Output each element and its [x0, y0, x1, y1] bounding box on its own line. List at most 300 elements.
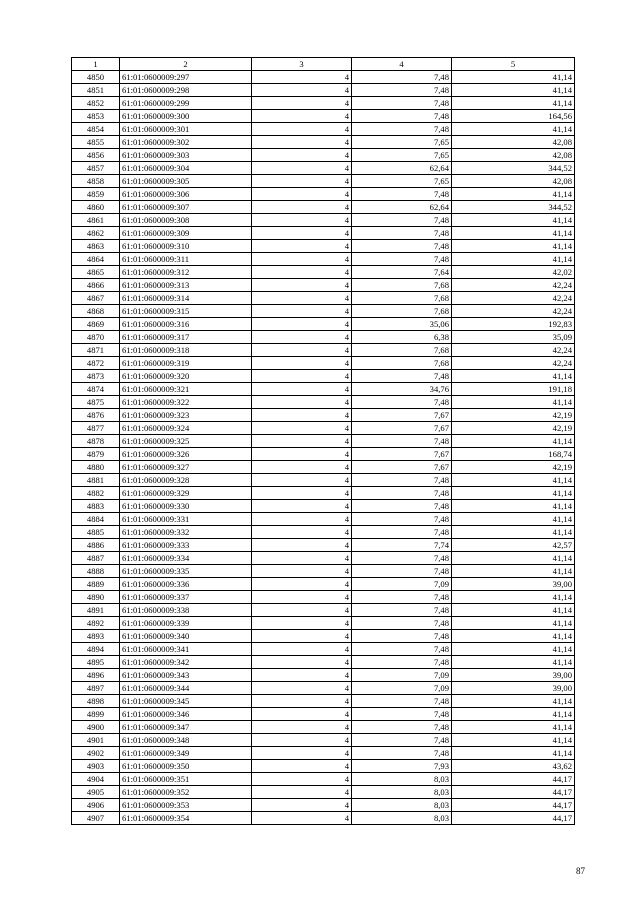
column-header-2: 2: [120, 58, 252, 71]
row-number-cell: 4857: [72, 162, 120, 175]
column-4-cell: 7,68: [352, 292, 452, 305]
column-4-cell: 7,48: [352, 630, 452, 643]
table-row: [72, 357, 575, 370]
table-row: [72, 500, 575, 513]
column-5-cell: 41,14: [452, 552, 575, 565]
column-5-cell: 42,24: [452, 279, 575, 292]
column-5-cell: 191,18: [452, 383, 575, 396]
cadastral-number-cell: 61:01:0600009:305: [120, 175, 252, 188]
table-row: [72, 747, 575, 760]
row-number-cell: 4864: [72, 253, 120, 266]
cadastral-number-cell: 61:01:0600009:328: [120, 474, 252, 487]
cadastral-number-cell: 61:01:0600009:327: [120, 461, 252, 474]
column-4-cell: 7,67: [352, 422, 452, 435]
column-5-cell: 41,14: [452, 370, 575, 383]
column-5-cell: 41,14: [452, 500, 575, 513]
column-5-cell: 344,52: [452, 162, 575, 175]
column-3-cell: 4: [252, 422, 352, 435]
column-3-cell: 4: [252, 136, 352, 149]
row-number-cell: 4859: [72, 188, 120, 201]
column-5-cell: 41,14: [452, 396, 575, 409]
column-4-cell: 7,48: [352, 396, 452, 409]
cadastral-number-cell: 61:01:0600009:342: [120, 656, 252, 669]
cadastral-number-cell: 61:01:0600009:330: [120, 500, 252, 513]
table-row: [72, 123, 575, 136]
row-number-cell: 4855: [72, 136, 120, 149]
column-5-cell: 41,14: [452, 656, 575, 669]
table-row: [72, 266, 575, 279]
cadastral-number-cell: 61:01:0600009:344: [120, 682, 252, 695]
column-4-cell: 8,03: [352, 773, 452, 786]
cadastral-number-cell: 61:01:0600009:301: [120, 123, 252, 136]
row-number-cell: 4904: [72, 773, 120, 786]
row-number-cell: 4907: [72, 812, 120, 825]
column-3-cell: 4: [252, 760, 352, 773]
row-number-cell: 4850: [72, 71, 120, 84]
table-row: [72, 149, 575, 162]
column-4-cell: 8,03: [352, 786, 452, 799]
column-3-cell: 4: [252, 175, 352, 188]
column-3-cell: 4: [252, 383, 352, 396]
column-5-cell: 41,14: [452, 435, 575, 448]
cadastral-number-cell: 61:01:0600009:345: [120, 695, 252, 708]
column-5-cell: 42,19: [452, 461, 575, 474]
table-row: [72, 240, 575, 253]
cadastral-number-cell: 61:01:0600009:354: [120, 812, 252, 825]
cadastral-number-cell: 61:01:0600009:316: [120, 318, 252, 331]
column-4-cell: 7,09: [352, 669, 452, 682]
table-row: [72, 214, 575, 227]
cadastral-number-cell: 61:01:0600009:332: [120, 526, 252, 539]
row-number-cell: 4894: [72, 643, 120, 656]
table-row: [72, 292, 575, 305]
column-3-cell: 4: [252, 214, 352, 227]
cadastral-number-cell: 61:01:0600009:337: [120, 591, 252, 604]
cadastral-number-cell: 61:01:0600009:297: [120, 71, 252, 84]
cadastral-number-cell: 61:01:0600009:338: [120, 604, 252, 617]
column-4-cell: 62,64: [352, 201, 452, 214]
table-row: [72, 539, 575, 552]
column-5-cell: 41,14: [452, 591, 575, 604]
row-number-cell: 4863: [72, 240, 120, 253]
column-4-cell: 7,48: [352, 695, 452, 708]
row-number-cell: 4901: [72, 734, 120, 747]
row-number-cell: 4861: [72, 214, 120, 227]
column-5-cell: 39,00: [452, 669, 575, 682]
table-row: [72, 188, 575, 201]
row-number-cell: 4892: [72, 617, 120, 630]
column-4-cell: 35,06: [352, 318, 452, 331]
cadastral-number-cell: 61:01:0600009:313: [120, 279, 252, 292]
column-4-cell: 7,48: [352, 188, 452, 201]
table-row: [72, 279, 575, 292]
row-number-cell: 4876: [72, 409, 120, 422]
cadastral-number-cell: 61:01:0600009:349: [120, 747, 252, 760]
column-4-cell: 7,93: [352, 760, 452, 773]
table-row: [72, 695, 575, 708]
column-4-cell: 7,48: [352, 474, 452, 487]
row-number-cell: 4874: [72, 383, 120, 396]
column-5-cell: 41,14: [452, 565, 575, 578]
column-3-cell: 4: [252, 448, 352, 461]
row-number-cell: 4854: [72, 123, 120, 136]
table-row: [72, 591, 575, 604]
column-4-cell: 7,65: [352, 175, 452, 188]
table-row: [72, 201, 575, 214]
column-3-cell: 4: [252, 357, 352, 370]
column-5-cell: 41,14: [452, 84, 575, 97]
table-row: [72, 409, 575, 422]
column-5-cell: 41,14: [452, 253, 575, 266]
row-number-cell: 4889: [72, 578, 120, 591]
column-4-cell: 7,48: [352, 708, 452, 721]
column-4-cell: 8,03: [352, 799, 452, 812]
column-5-cell: 42,57: [452, 539, 575, 552]
cadastral-number-cell: 61:01:0600009:321: [120, 383, 252, 396]
column-3-cell: 4: [252, 97, 352, 110]
column-3-cell: 4: [252, 734, 352, 747]
row-number-cell: 4866: [72, 279, 120, 292]
column-5-cell: 164,56: [452, 110, 575, 123]
cadastral-number-cell: 61:01:0600009:329: [120, 487, 252, 500]
column-4-cell: 7,65: [352, 136, 452, 149]
column-4-cell: 7,48: [352, 110, 452, 123]
table-row: [72, 396, 575, 409]
column-4-cell: 7,48: [352, 591, 452, 604]
table-row: [72, 526, 575, 539]
table-row: [72, 97, 575, 110]
row-number-cell: 4851: [72, 84, 120, 97]
column-5-cell: 35,09: [452, 331, 575, 344]
table-row: [72, 344, 575, 357]
column-4-cell: 7,48: [352, 227, 452, 240]
column-3-cell: 4: [252, 643, 352, 656]
row-number-cell: 4891: [72, 604, 120, 617]
row-number-cell: 4893: [72, 630, 120, 643]
cadastral-number-cell: 61:01:0600009:350: [120, 760, 252, 773]
cadastral-number-cell: 61:01:0600009:352: [120, 786, 252, 799]
column-5-cell: 41,14: [452, 71, 575, 84]
cadastral-number-cell: 61:01:0600009:353: [120, 799, 252, 812]
cadastral-number-cell: 61:01:0600009:348: [120, 734, 252, 747]
column-3-cell: 4: [252, 669, 352, 682]
row-number-cell: 4872: [72, 357, 120, 370]
column-3-cell: 4: [252, 539, 352, 552]
table-row: [72, 513, 575, 526]
table-row: [72, 669, 575, 682]
column-4-cell: 7,67: [352, 409, 452, 422]
cadastral-number-cell: 61:01:0600009:311: [120, 253, 252, 266]
column-4-cell: 7,48: [352, 526, 452, 539]
row-number-cell: 4852: [72, 97, 120, 110]
column-3-cell: 4: [252, 461, 352, 474]
column-3-cell: 4: [252, 149, 352, 162]
column-4-cell: 7,48: [352, 734, 452, 747]
column-5-cell: 44,17: [452, 773, 575, 786]
column-3-cell: 4: [252, 201, 352, 214]
column-4-cell: 7,68: [352, 305, 452, 318]
column-5-cell: 42,08: [452, 136, 575, 149]
column-5-cell: 42,24: [452, 305, 575, 318]
cadastral-number-cell: 61:01:0600009:299: [120, 97, 252, 110]
cadastral-number-cell: 61:01:0600009:307: [120, 201, 252, 214]
column-3-cell: 4: [252, 617, 352, 630]
column-4-cell: 7,48: [352, 84, 452, 97]
column-3-cell: 4: [252, 604, 352, 617]
column-5-cell: 41,14: [452, 630, 575, 643]
column-3-cell: 4: [252, 812, 352, 825]
column-3-cell: 4: [252, 500, 352, 513]
column-3-cell: 4: [252, 123, 352, 136]
cadastral-number-cell: 61:01:0600009:310: [120, 240, 252, 253]
column-5-cell: 42,19: [452, 409, 575, 422]
column-header-4: 4: [352, 58, 452, 71]
cadastral-number-cell: 61:01:0600009:331: [120, 513, 252, 526]
column-5-cell: 41,14: [452, 708, 575, 721]
column-3-cell: 4: [252, 253, 352, 266]
cadastral-number-cell: 61:01:0600009:320: [120, 370, 252, 383]
column-5-cell: 41,14: [452, 214, 575, 227]
column-header-3: 3: [252, 58, 352, 71]
row-number-cell: 4871: [72, 344, 120, 357]
column-5-cell: 41,14: [452, 695, 575, 708]
column-3-cell: 4: [252, 266, 352, 279]
row-number-cell: 4897: [72, 682, 120, 695]
column-3-cell: 4: [252, 344, 352, 357]
column-5-cell: 41,14: [452, 721, 575, 734]
table-row: [72, 682, 575, 695]
column-3-cell: 4: [252, 773, 352, 786]
column-3-cell: 4: [252, 305, 352, 318]
column-5-cell: 42,24: [452, 357, 575, 370]
column-3-cell: 4: [252, 708, 352, 721]
column-5-cell: 41,14: [452, 643, 575, 656]
column-4-cell: 7,74: [352, 539, 452, 552]
column-4-cell: 7,48: [352, 617, 452, 630]
cadastral-number-cell: 61:01:0600009:347: [120, 721, 252, 734]
table-row: [72, 162, 575, 175]
cadastral-number-cell: 61:01:0600009:341: [120, 643, 252, 656]
table-row: [72, 617, 575, 630]
column-4-cell: 7,48: [352, 500, 452, 513]
column-4-cell: 7,48: [352, 214, 452, 227]
column-3-cell: 4: [252, 513, 352, 526]
table-row: [72, 487, 575, 500]
column-3-cell: 4: [252, 578, 352, 591]
cadastral-number-cell: 61:01:0600009:315: [120, 305, 252, 318]
cadastral-number-cell: 61:01:0600009:300: [120, 110, 252, 123]
table-row: [72, 331, 575, 344]
column-3-cell: 4: [252, 71, 352, 84]
table-row: [72, 734, 575, 747]
cadastral-number-cell: 61:01:0600009:302: [120, 136, 252, 149]
column-header-1: 1: [72, 58, 120, 71]
column-5-cell: 41,14: [452, 526, 575, 539]
column-3-cell: 4: [252, 240, 352, 253]
cadastral-number-cell: 61:01:0600009:339: [120, 617, 252, 630]
cadastral-number-cell: 61:01:0600009:340: [120, 630, 252, 643]
column-3-cell: 4: [252, 656, 352, 669]
column-3-cell: 4: [252, 552, 352, 565]
row-number-cell: 4881: [72, 474, 120, 487]
cadastral-number-cell: 61:01:0600009:325: [120, 435, 252, 448]
table-row: [72, 721, 575, 734]
table-row: [72, 84, 575, 97]
table-row: [72, 253, 575, 266]
cadastral-number-cell: 61:01:0600009:326: [120, 448, 252, 461]
row-number-cell: 4890: [72, 591, 120, 604]
column-3-cell: 4: [252, 682, 352, 695]
data-table: [71, 57, 575, 825]
cadastral-number-cell: 61:01:0600009:346: [120, 708, 252, 721]
column-3-cell: 4: [252, 591, 352, 604]
column-4-cell: 7,48: [352, 370, 452, 383]
column-3-cell: 4: [252, 474, 352, 487]
column-5-cell: 42,08: [452, 149, 575, 162]
table-row: [72, 136, 575, 149]
table-row: [72, 604, 575, 617]
column-5-cell: 44,17: [452, 812, 575, 825]
column-3-cell: 4: [252, 227, 352, 240]
column-5-cell: 168,74: [452, 448, 575, 461]
cadastral-number-cell: 61:01:0600009:318: [120, 344, 252, 357]
cadastral-number-cell: 61:01:0600009:323: [120, 409, 252, 422]
row-number-cell: 4898: [72, 695, 120, 708]
cadastral-number-cell: 61:01:0600009:306: [120, 188, 252, 201]
column-5-cell: 42,19: [452, 422, 575, 435]
column-3-cell: 4: [252, 747, 352, 760]
row-number-cell: 4905: [72, 786, 120, 799]
column-3-cell: 4: [252, 435, 352, 448]
column-4-cell: 7,65: [352, 149, 452, 162]
table-row: [72, 318, 575, 331]
column-3-cell: 4: [252, 292, 352, 305]
column-4-cell: 7,48: [352, 513, 452, 526]
row-number-cell: 4867: [72, 292, 120, 305]
column-5-cell: 41,14: [452, 604, 575, 617]
column-3-cell: 4: [252, 786, 352, 799]
cadastral-number-cell: 61:01:0600009:312: [120, 266, 252, 279]
column-4-cell: 7,48: [352, 565, 452, 578]
row-number-cell: 4856: [72, 149, 120, 162]
column-5-cell: 44,17: [452, 786, 575, 799]
row-number-cell: 4886: [72, 539, 120, 552]
table-row: [72, 565, 575, 578]
column-5-cell: 41,14: [452, 617, 575, 630]
row-number-cell: 4896: [72, 669, 120, 682]
row-number-cell: 4869: [72, 318, 120, 331]
column-3-cell: 4: [252, 565, 352, 578]
cadastral-number-cell: 61:01:0600009:324: [120, 422, 252, 435]
column-4-cell: 62,64: [352, 162, 452, 175]
column-4-cell: 6,38: [352, 331, 452, 344]
column-5-cell: 41,14: [452, 747, 575, 760]
column-5-cell: 41,14: [452, 513, 575, 526]
column-3-cell: 4: [252, 331, 352, 344]
row-number-cell: 4868: [72, 305, 120, 318]
column-5-cell: 41,14: [452, 97, 575, 110]
column-3-cell: 4: [252, 84, 352, 97]
column-3-cell: 4: [252, 279, 352, 292]
cadastral-number-cell: 61:01:0600009:314: [120, 292, 252, 305]
table-row: [72, 461, 575, 474]
table-row: [72, 383, 575, 396]
table-row: [72, 175, 575, 188]
row-number-cell: 4878: [72, 435, 120, 448]
cadastral-number-cell: 61:01:0600009:308: [120, 214, 252, 227]
table-row: [72, 448, 575, 461]
row-number-cell: 4862: [72, 227, 120, 240]
column-4-cell: 7,68: [352, 279, 452, 292]
column-4-cell: 7,48: [352, 643, 452, 656]
row-number-cell: 4879: [72, 448, 120, 461]
row-number-cell: 4865: [72, 266, 120, 279]
row-number-cell: 4870: [72, 331, 120, 344]
column-4-cell: 7,48: [352, 721, 452, 734]
column-5-cell: 42,24: [452, 292, 575, 305]
column-4-cell: 7,48: [352, 97, 452, 110]
table-row: [72, 786, 575, 799]
column-4-cell: 7,48: [352, 71, 452, 84]
column-3-cell: 4: [252, 630, 352, 643]
row-number-cell: 4880: [72, 461, 120, 474]
column-4-cell: 7,09: [352, 578, 452, 591]
table-row: [72, 643, 575, 656]
table-row: [72, 630, 575, 643]
column-3-cell: 4: [252, 188, 352, 201]
column-3-cell: 4: [252, 799, 352, 812]
column-4-cell: 7,09: [352, 682, 452, 695]
column-4-cell: 7,48: [352, 435, 452, 448]
column-4-cell: 7,48: [352, 240, 452, 253]
page-number: 87: [576, 866, 585, 876]
table-row: [72, 812, 575, 825]
cadastral-number-cell: 61:01:0600009:351: [120, 773, 252, 786]
row-number-cell: 4900: [72, 721, 120, 734]
column-4-cell: 7,48: [352, 656, 452, 669]
column-4-cell: 7,48: [352, 253, 452, 266]
row-number-cell: 4875: [72, 396, 120, 409]
column-5-cell: 41,14: [452, 487, 575, 500]
row-number-cell: 4873: [72, 370, 120, 383]
column-5-cell: 39,00: [452, 682, 575, 695]
column-5-cell: 44,17: [452, 799, 575, 812]
cadastral-number-cell: 61:01:0600009:343: [120, 669, 252, 682]
cadastral-number-cell: 61:01:0600009:333: [120, 539, 252, 552]
table-row: [72, 71, 575, 84]
column-3-cell: 4: [252, 110, 352, 123]
column-4-cell: 7,48: [352, 487, 452, 500]
column-5-cell: 42,24: [452, 344, 575, 357]
row-number-cell: 4882: [72, 487, 120, 500]
column-3-cell: 4: [252, 396, 352, 409]
cadastral-number-cell: 61:01:0600009:309: [120, 227, 252, 240]
column-4-cell: 7,48: [352, 552, 452, 565]
column-5-cell: 42,02: [452, 266, 575, 279]
cadastral-number-cell: 61:01:0600009:334: [120, 552, 252, 565]
column-4-cell: 7,48: [352, 123, 452, 136]
row-number-cell: 4888: [72, 565, 120, 578]
column-4-cell: 7,48: [352, 604, 452, 617]
column-4-cell: 7,64: [352, 266, 452, 279]
column-3-cell: 4: [252, 409, 352, 422]
column-5-cell: 192,83: [452, 318, 575, 331]
column-4-cell: 8,03: [352, 812, 452, 825]
row-number-cell: 4903: [72, 760, 120, 773]
column-4-cell: 7,68: [352, 357, 452, 370]
row-number-cell: 4885: [72, 526, 120, 539]
column-5-cell: 41,14: [452, 474, 575, 487]
